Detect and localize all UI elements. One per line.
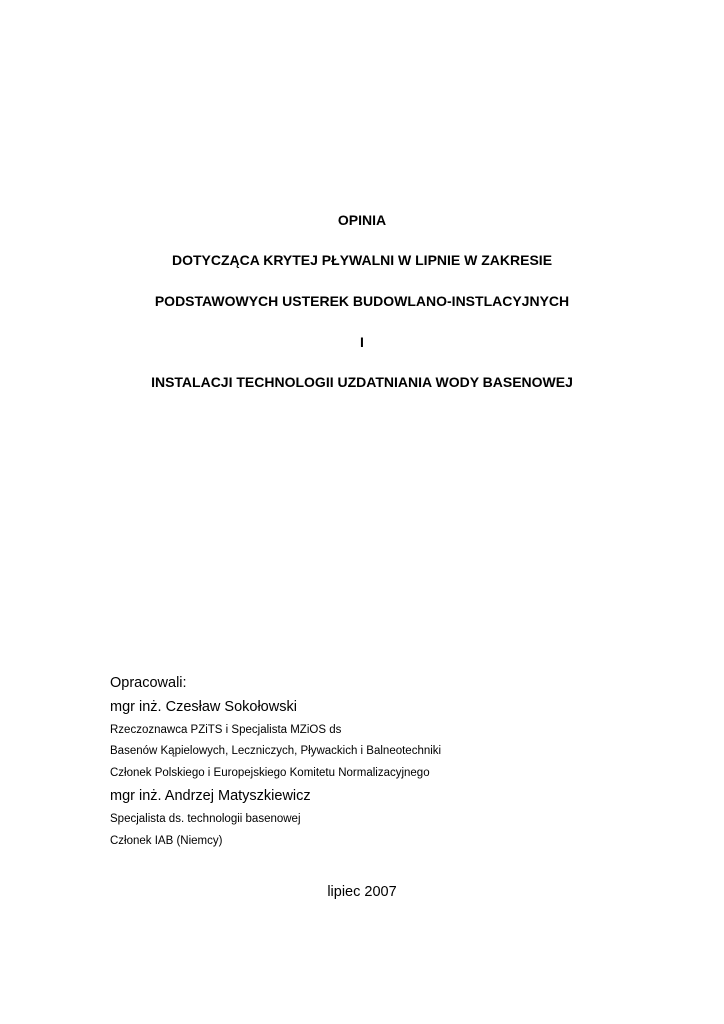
author-2-role: Członek IAB (Niemcy): [110, 835, 223, 847]
title-opinia: OPINIA: [337, 212, 387, 228]
author-1-name: mgr inż. Czesław Sokołowski: [110, 699, 297, 715]
author-1-role: Rzeczoznawca PZiTS i Specjalista MZiOS ds: [110, 724, 342, 736]
author-1-role: Basenów Kąpielowych, Leczniczych, Pływackich i Balneotechniki: [110, 745, 442, 757]
author-2-name: mgr inż. Andrzej Matyszkiewicz: [110, 788, 311, 804]
title-conjunction: I: [360, 334, 364, 350]
title-subject-line-2: PODSTAWOWYCH USTEREK BUDOWLANO-INSTLACYJNYCH: [154, 293, 570, 309]
author-2-role: Specjalista ds. technologii basenowej: [110, 813, 301, 825]
prepared-by-label: Opracowali:: [110, 675, 187, 691]
document-date: lipiec 2007: [327, 884, 397, 900]
title-subject-line-1: DOTYCZĄCA KRYTEJ PŁYWALNI W LIPNIE W ZAKRESIE: [171, 252, 553, 268]
author-1-role: Członek Polskiego i Europejskiego Komitetu Normalizacyjnego: [110, 767, 430, 779]
title-subject-line-3: INSTALACJI TECHNOLOGII UZDATNIANIA WODY BASENOWEJ: [151, 374, 573, 390]
